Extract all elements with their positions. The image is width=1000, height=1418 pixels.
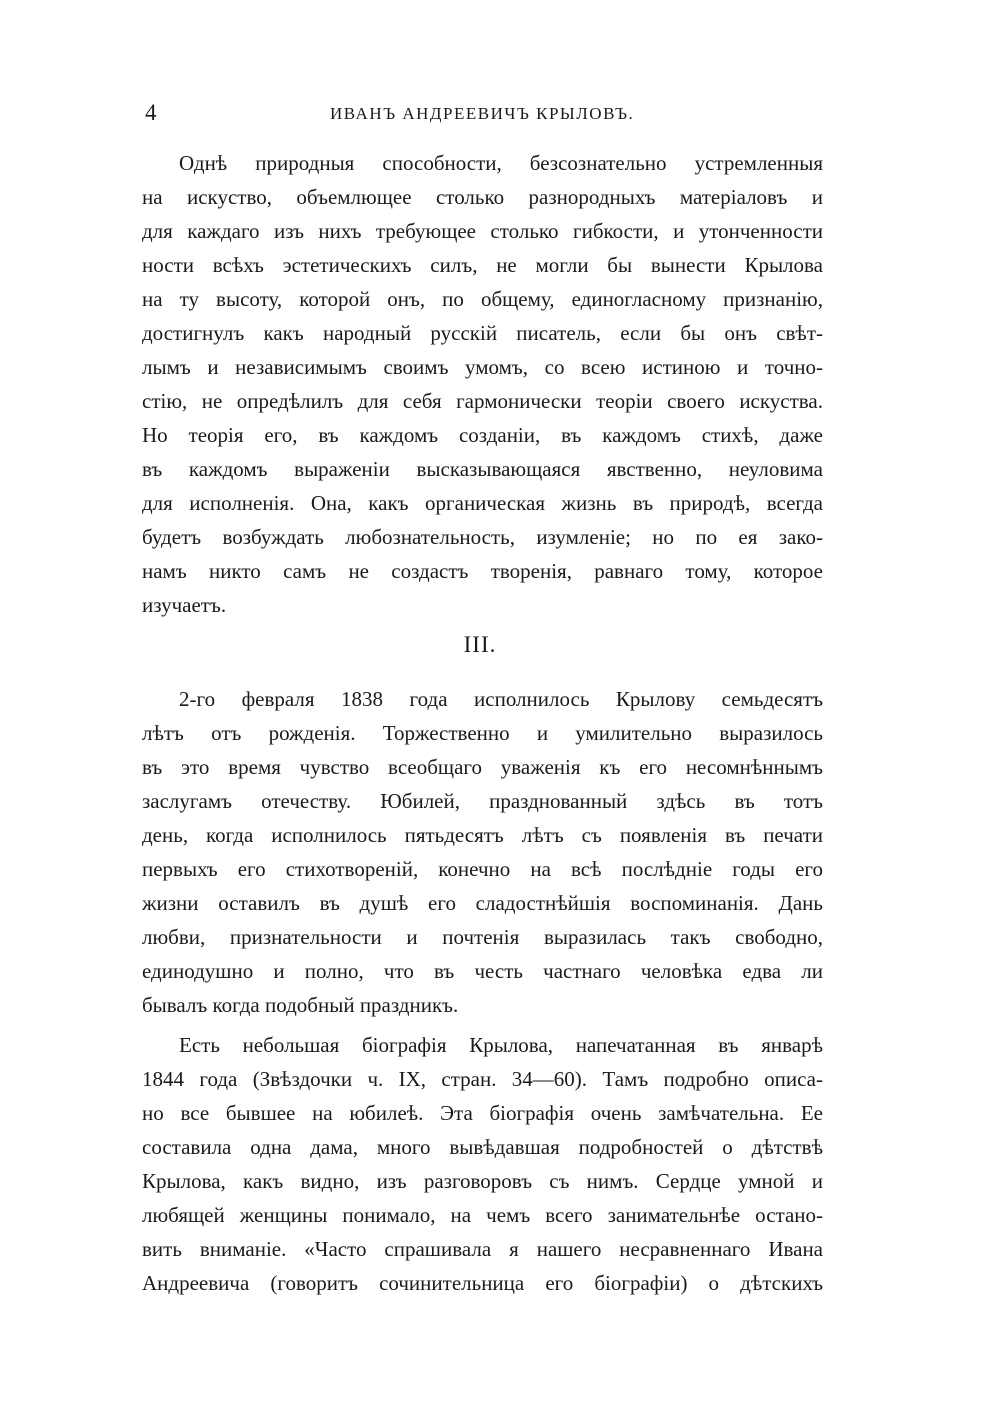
text-line: для каждаго изъ нихъ требующее столько гибкости, и утонченности xyxy=(142,219,823,243)
text-line: Но теорія его, въ каждомъ созданіи, въ каждомъ стихѣ, даже xyxy=(142,423,823,447)
text-line: для исполненія. Она, какъ органическая жизнь въ природѣ, всегда xyxy=(142,491,823,515)
text-line: ности всѣхъ эстетическихъ силъ, не могли бы вынести Крылова xyxy=(142,253,823,277)
text-line: бывалъ когда подобный праздникъ. xyxy=(142,993,459,1017)
text-line: Есть небольшая біографія Крылова, напечатанная въ январѣ xyxy=(179,1033,823,1057)
text-line: изучаетъ. xyxy=(142,593,227,617)
text-line: любящей женщины понимало, на чемъ всего занимательнѣе остано- xyxy=(142,1203,823,1227)
paragraph-1 xyxy=(142,146,823,622)
text-line: жизни оставилъ въ душѣ его сладостнѣйшія воспоминанія. Дань xyxy=(142,891,823,915)
text-line: достигнулъ какъ народный русскій писатель, если бы онъ свѣт- xyxy=(142,321,823,345)
text-line: на искуство, объемлющее столько разнородныхъ матеріаловъ и xyxy=(142,185,823,209)
text-line: 2-го февраля 1838 года исполнилось Крылову семьдесятъ xyxy=(179,687,823,711)
text-line: заслугамъ отечеству. Юбилей, празднованный здѣсь въ тотъ xyxy=(142,789,823,813)
text-line: лѣтъ отъ рожденія. Торжественно и умилительно выразилось xyxy=(142,721,823,745)
text-line: единодушно и полно, что въ честь частнаго человѣка едва ли xyxy=(142,959,823,983)
paragraphs-2-3 xyxy=(142,682,823,1300)
page-number: 4 xyxy=(145,100,157,125)
text-line: день, когда исполнилось пятьдесятъ лѣтъ съ появленія въ печати xyxy=(142,823,823,847)
text-line: въ каждомъ выраженіи высказывающаяся явственно, неуловима xyxy=(142,457,823,481)
text-line: составила одна дама, много вывѣдавшая подробностей о дѣтствѣ xyxy=(142,1135,823,1159)
text-line: 1844 года (Звѣздочки ч. IX, стран. 34—60). Тамъ подробно описа- xyxy=(142,1067,823,1091)
text-line: но все бывшее на юбилеѣ. Эта біографія очень замѣчательна. Ее xyxy=(142,1101,823,1125)
text-line: вить вниманіе. «Часто спрашивала я нашего несравненнаго Ивана xyxy=(142,1237,823,1261)
text-line: намъ никто самъ не создастъ творенія, равнаго тому, которое xyxy=(142,559,823,583)
text-line: въ это время чувство всеобщаго уваженія къ его несомнѣннымъ xyxy=(142,755,823,779)
text-line: Андреевича (говоритъ сочинительница его біографіи) о дѣтскихъ xyxy=(142,1271,823,1295)
text-line: лымъ и независимымъ своимъ умомъ, со всею истиною и точно- xyxy=(142,355,823,379)
running-title: ИВАНЪ АНДРЕЕВИЧЪ КРЫЛОВЪ. xyxy=(330,104,635,123)
text-line: первыхъ его стихотвореній, конечно на всѣ послѣдніе годы его xyxy=(142,857,823,881)
text-line: Однѣ природныя способности, безсознательно устремленныя xyxy=(179,151,823,175)
text-line: Крылова, какъ видно, изъ разговоровъ съ нимъ. Сердце умной и xyxy=(142,1169,823,1193)
text-line: стію, не опредѣлилъ для себя гармонически теоріи своего искуства. xyxy=(142,389,823,413)
text-line: любви, признательности и почтенія выразилась такъ свободно, xyxy=(142,925,823,949)
text-line: будетъ возбуждать любознательность, изумленіе; но по ея зако- xyxy=(142,525,823,549)
text-line: на ту высоту, которой онъ, по общему, единогласному признанію, xyxy=(142,287,823,311)
section-heading: III. xyxy=(463,632,497,657)
